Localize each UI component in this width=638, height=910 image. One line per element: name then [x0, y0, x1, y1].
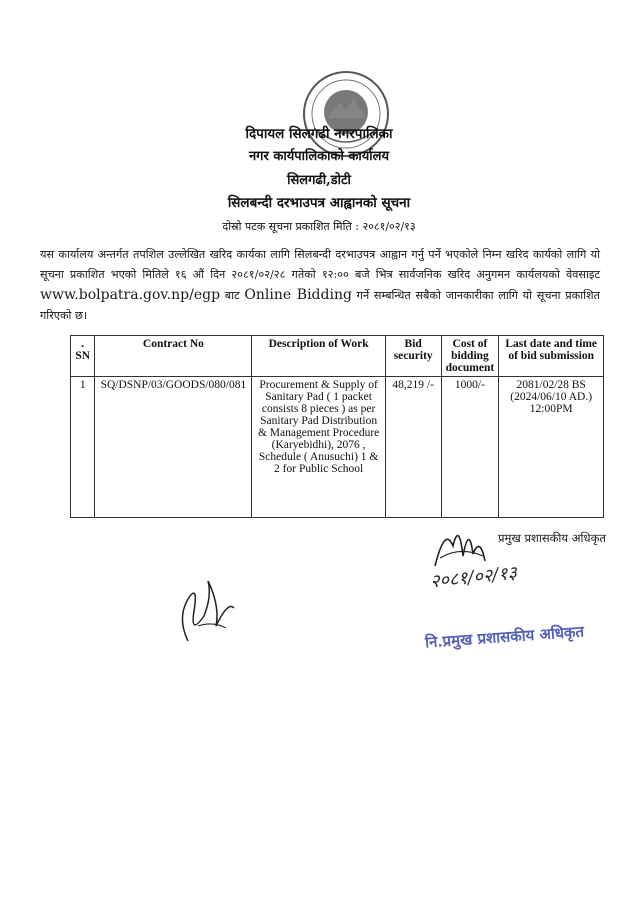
- cell-sn: 1: [71, 377, 95, 518]
- notice-paragraph: [40, 245, 600, 326]
- paragraph-part1: यस कार्यालय अन्तर्गत तपशिल उल्लेखित खरिद कार्यका लागि सिलबन्दी दरभाउपत्र आह्वान गर्नु पर्ने भएकोले निम्न खरिद कार्यको लागि यो सूचना प्रकाशित भएको मितिले १६ औं दिन २०८१/०२/२८ गतेको १२:०० बजे भित्र सार्वजनिक खरिद अनुगमन कार्यलयको वेवसाइट: [40, 248, 600, 281]
- online-bidding-text: Online Bidding: [244, 287, 352, 303]
- header-cost: Cost of bidding document: [441, 336, 499, 377]
- cell-contract-no: SQ/DSNP/03/GOODS/080/081: [95, 377, 252, 518]
- witness-signature-icon: [168, 566, 240, 648]
- cell-last-date: 2081/02/28 BS (2024/06/10 AD.) 12:00PM: [499, 377, 604, 518]
- municipality-name: दिपायल सिलगढी नगरपालिका: [245, 126, 393, 142]
- table-header-row: [71, 336, 604, 377]
- header-contract: Contract No: [95, 336, 252, 377]
- paragraph-part2: गर्ने सम्बन्धित सबैको जानकारीका लागि यो सूचना प्रकाशित गरिएको छ।: [40, 289, 600, 322]
- bid-table: [70, 335, 604, 518]
- handwritten-date: २०८१/०२/१३: [429, 562, 518, 593]
- header-description: Description of Work: [252, 336, 386, 377]
- cell-bid-security: 48,219 /-: [385, 377, 441, 518]
- header-bid-security: Bid security: [385, 336, 441, 377]
- portal-url: www.bolpatra.gov.np/egp: [40, 287, 221, 303]
- notice-title: सिलबन्दी दरभाउपत्र आह्वानको सूचना: [227, 195, 411, 211]
- cell-description: Procurement & Supply of Sanitary Pad ( 1 packet consists 8 pieces ) as per Sanitary Pad Distribution & Management Procedure (Karyebidhi), 2076 , Schedule ( Anusuchi) 1 & 2 for Public School: [252, 377, 386, 518]
- cell-cost: 1000/-: [441, 377, 499, 518]
- table-row: [71, 377, 604, 518]
- officer-title: प्रमुख प्रशासकीय अधिकृत: [498, 531, 606, 545]
- header-last-date: Last date and time of bid submission: [499, 336, 604, 377]
- office-location: सिलगढी,डोटी: [287, 173, 351, 188]
- paragraph-mid: बाट: [220, 289, 245, 302]
- header-sn: . SN: [71, 336, 95, 377]
- publish-date-line: दोस्रो पटक सूचना प्रकाशित मिति : २०८१/०२/१३: [222, 220, 416, 233]
- office-name: नगर कार्यपालिकाको कार्यालय: [248, 149, 390, 164]
- office-stamp: नि.प्रमुख प्रशासकीय अधिकृत: [424, 622, 585, 652]
